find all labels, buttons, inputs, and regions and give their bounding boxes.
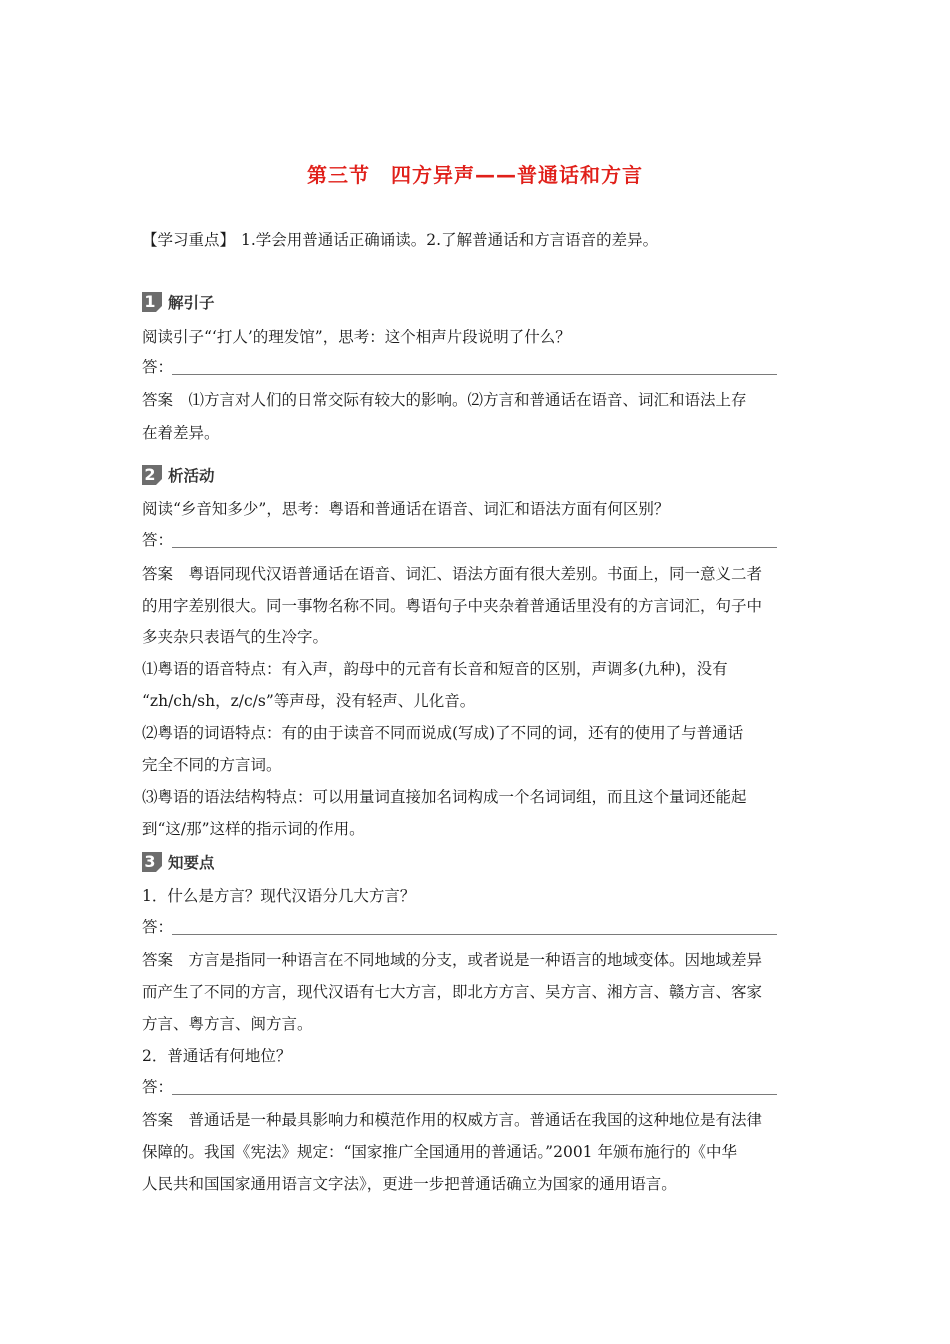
section-2-title: 析活动 xyxy=(168,467,215,485)
section-1-heading xyxy=(142,291,215,313)
section-2-answer-line: 到“这/那”这样的指示词的作用。 xyxy=(142,820,365,838)
section-3-answer-line: 答案 普通话是一种最具影响力和模范作用的权威方言。普通话在我国的这种地位是有法律 xyxy=(142,1111,763,1129)
answer-prompt: 答： xyxy=(142,918,174,936)
section-1-title: 解引子 xyxy=(168,294,215,312)
section-3-title: 知要点 xyxy=(168,854,215,872)
learning-focus-text: 1.学会用普通话正确诵读。2.了解普通话和方言语音的差异。 xyxy=(241,231,659,249)
section-3-answer-line: 方言、粤方言、闽方言。 xyxy=(142,1015,313,1033)
answer-line xyxy=(172,1094,777,1095)
section-number-badge: 1 xyxy=(142,292,162,312)
section-3-question-2: 2．普通话有何地位？ xyxy=(142,1047,292,1065)
section-3-answer-line: 而产生了不同的方言，现代汉语有七大方言，即北方方言、吴方言、湘方言、赣方言、客家 xyxy=(142,983,763,1001)
section-2-heading xyxy=(142,464,215,486)
section-2-answer-line: 多夹杂只表语气的生冷字。 xyxy=(142,628,329,646)
section-2-answer-line: ⑵粤语的词语特点：有的由于读音不同而说成(写成)了不同的词，还有的使用了与普通话 xyxy=(142,724,744,742)
page-title: 第三节 四方异声——普通话和方言 xyxy=(307,163,643,187)
answer-prompt: 答： xyxy=(142,531,174,549)
section-1-question: 阅读引子“‘打人’的理发馆”，思考：这个相声片段说明了什么？ xyxy=(142,328,571,346)
section-3-answer-line: 人民共和国国家通用语言文字法》，更进一步把普通话确立为国家的通用语言。 xyxy=(142,1175,677,1193)
section-2-answer-line: 完全不同的方言词。 xyxy=(142,756,282,774)
answer-line xyxy=(172,374,777,375)
section-2-answer-line: ⑴粤语的语音特点：有入声，韵母中的元音有长音和短音的区别，声调多(九种)，没有 xyxy=(142,660,728,678)
answer-prompt: 答： xyxy=(142,358,174,376)
section-1-answer-line: 答案 ⑴方言对人们的日常交际有较大的影响。⑵方言和普通话在语音、词汇和语法上存 xyxy=(142,391,747,409)
section-2-answer-line: 答案 粤语同现代汉语普通话在语音、词汇、语法方面有很大差别。书面上，同一意义二者 xyxy=(142,565,763,583)
section-3-answer-line: 答案 方言是指同一种语言在不同地域的分支，或者说是一种语言的地域变体。因地域差异 xyxy=(142,951,763,969)
answer-prompt: 答： xyxy=(142,1078,174,1096)
learning-focus xyxy=(142,230,658,250)
section-3-answer-line: 保障的。我国《宪法》规定：“国家推广全国通用的普通话。”2001 年颁布施行的《中华 xyxy=(142,1143,737,1161)
answer-line xyxy=(172,547,777,548)
section-2-question: 阅读“乡音知多少”，思考：粤语和普通话在语音、词汇和语法方面有何区别？ xyxy=(142,500,670,518)
learning-focus-label: 【学习重点】 xyxy=(142,231,236,249)
section-3-question-1: 1．什么是方言？现代汉语分几大方言？ xyxy=(142,887,416,905)
section-2-answer-line: ⑶粤语的语法结构特点：可以用量词直接加名词构成一个名词词组，而且这个量词还能起 xyxy=(142,788,747,806)
section-3-heading xyxy=(142,851,215,873)
section-number-badge: 3 xyxy=(142,852,162,872)
section-1-answer-line: 在着差异。 xyxy=(142,424,220,442)
section-number-badge: 2 xyxy=(142,465,162,485)
section-2-answer-line: “zh/ch/sh，z/c/s”等声母，没有轻声、儿化音。 xyxy=(142,692,476,710)
answer-line xyxy=(172,934,777,935)
section-2-answer-line: 的用字差别很大。同一事物名称不同。粤语句子中夹杂着普通话里没有的方言词汇，句子中 xyxy=(142,597,763,615)
